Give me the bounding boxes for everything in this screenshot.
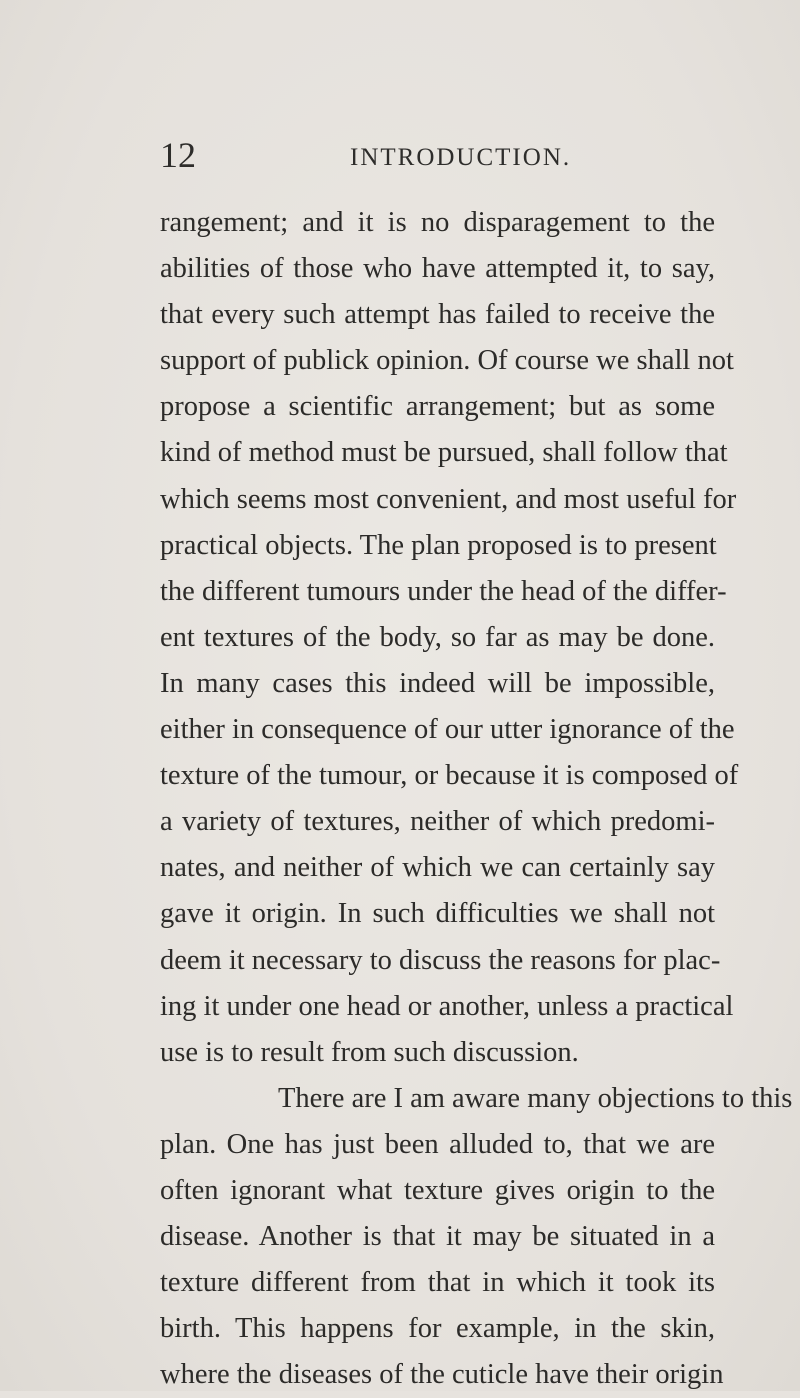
body-text bbox=[160, 200, 793, 1398]
running-head: INTRODUCTION. bbox=[350, 144, 572, 171]
text-line: support of publick opinion. Of course we shall not bbox=[160, 345, 734, 377]
text-line: nates, and neither of which we can certainly say bbox=[160, 852, 715, 884]
text-line: ent textures of the body, so far as may be done. bbox=[160, 621, 715, 653]
page-number: 12 bbox=[160, 135, 196, 175]
text-line: that every such attempt has failed to receive the bbox=[160, 299, 715, 331]
text-line: kind of method must be pursued, shall follow that bbox=[160, 437, 728, 469]
text-line: abilities of those who have attempted it, to say, bbox=[160, 253, 715, 285]
text-line: gave it origin. In such difficulties we shall not bbox=[160, 898, 715, 930]
text-line: There are I am aware many objections to this bbox=[278, 1082, 793, 1114]
text-line: plan. One has just been alluded to, that we are bbox=[160, 1128, 715, 1160]
text-line: birth. This happens for example, in the skin, bbox=[160, 1313, 715, 1345]
text-line: propose a scientific arrangement; but as some bbox=[160, 391, 715, 423]
text-line: either in consequence of our utter ignorance of the bbox=[160, 714, 735, 746]
text-line: deem it necessary to discuss the reasons for plac- bbox=[160, 944, 721, 976]
text-line: use is to result from such discussion. bbox=[160, 1036, 579, 1068]
text-line: which seems most convenient, and most useful for bbox=[160, 483, 737, 515]
text-line: texture of the tumour, or because it is composed of bbox=[160, 760, 739, 792]
text-line: practical objects. The plan proposed is to present bbox=[160, 529, 717, 561]
text-line: texture different from that in which it took its bbox=[160, 1267, 715, 1299]
page-header bbox=[160, 130, 720, 180]
text-line: often ignorant what texture gives origin to the bbox=[160, 1174, 715, 1206]
text-line: the different tumours under the head of the differ- bbox=[160, 575, 727, 607]
text-line: a variety of textures, neither of which predomi- bbox=[160, 806, 715, 838]
text-line: rangement; and it is no disparagement to the bbox=[160, 207, 715, 238]
text-line: In many cases this indeed will be impossible, bbox=[160, 667, 715, 699]
text-line: where the diseases of the cuticle have their origin bbox=[160, 1359, 724, 1391]
text-line: ing it under one head or another, unless a practical bbox=[160, 990, 734, 1022]
text-line: disease. Another is that it may be situated in a bbox=[160, 1221, 715, 1253]
